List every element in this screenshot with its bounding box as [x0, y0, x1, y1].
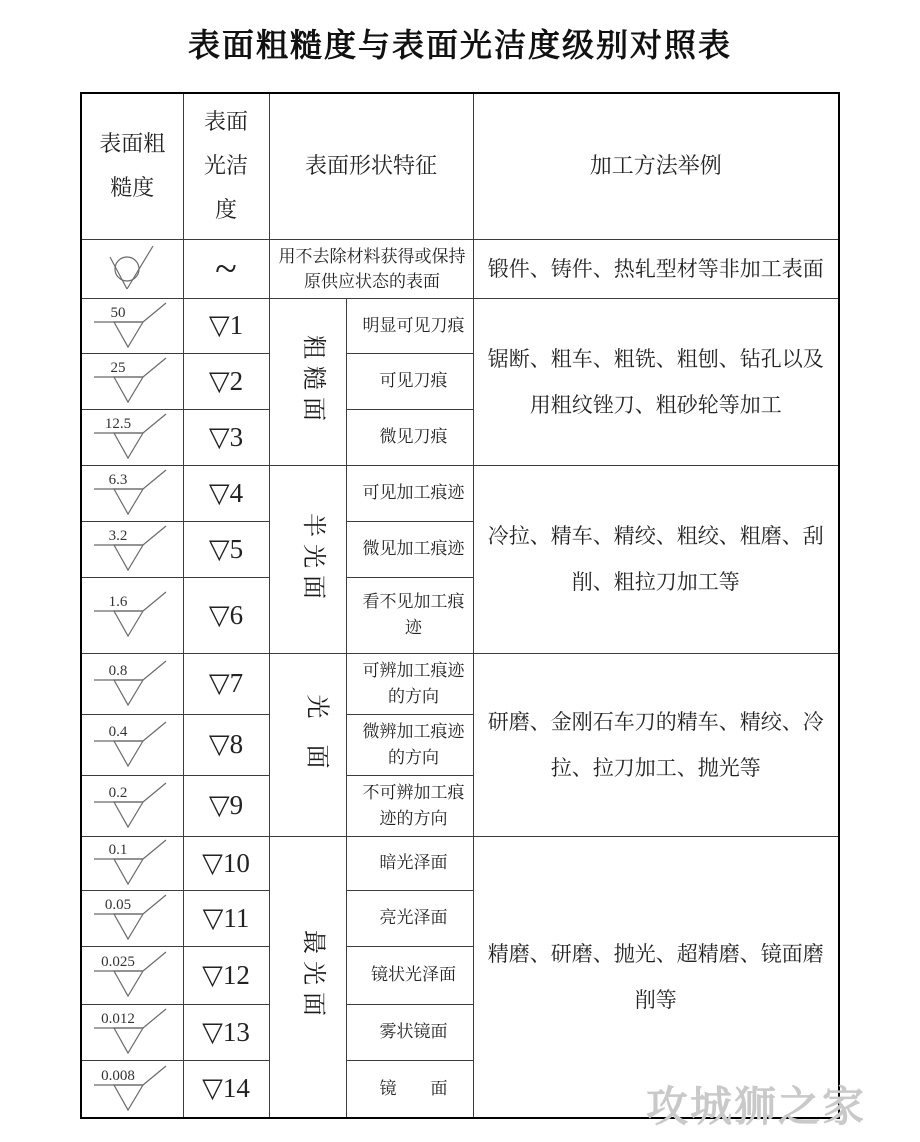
roughness-symbol-icon — [86, 467, 178, 519]
roughness-symbol-cell — [81, 890, 183, 946]
category-cell — [269, 465, 346, 653]
roughness-symbol-cell — [81, 653, 183, 714]
grade-cell: ▽8 — [183, 714, 269, 775]
roughness-symbol-icon — [86, 837, 178, 889]
method-cell: 锻件、铸件、热轧型材等非加工表面 — [473, 239, 839, 298]
roughness-symbol-icon — [86, 949, 178, 1001]
table-header-row — [81, 93, 839, 239]
grade-cell: ▽11 — [183, 890, 269, 946]
svg-text:25: 25 — [110, 360, 126, 376]
grade-cell: ▽9 — [183, 775, 269, 836]
grade-cell: ▽14 — [183, 1060, 269, 1118]
watermark: 攻城狮之家 — [646, 1083, 867, 1130]
roughness-symbol-cell — [81, 1004, 183, 1060]
header-methods — [473, 93, 839, 239]
feature-cell: 可见刀痕 — [346, 353, 473, 409]
roughness-symbol-cell — [81, 409, 183, 465]
svg-text:1.6: 1.6 — [108, 594, 128, 610]
grade-cell: ▽13 — [183, 1004, 269, 1060]
roughness-symbol-icon — [86, 892, 178, 944]
feature-cell: 可见加工痕迹 — [346, 465, 473, 521]
roughness-symbol-icon — [86, 719, 178, 771]
roughness-symbol-cell — [81, 836, 183, 890]
feature-cell: 看不见加工痕迹 — [346, 577, 473, 653]
header-roughness — [81, 93, 183, 239]
grade-cell: ▽5 — [183, 521, 269, 577]
category-label: 半光面 — [299, 512, 326, 606]
category-cell — [269, 836, 346, 1118]
table-row — [81, 465, 839, 521]
page-title: 表面粗糙度与表面光洁度级别对照表 — [187, 27, 732, 63]
roughness-symbol-icon — [86, 1006, 178, 1058]
roughness-symbol-cell — [81, 1060, 183, 1118]
feature-cell: 用不去除材料获得或保持原供应状态的表面 — [269, 239, 473, 298]
svg-text:6.3: 6.3 — [108, 472, 128, 488]
header-finish-label: 表面光洁度 — [203, 109, 248, 223]
roughness-symbol-icon — [86, 589, 178, 641]
header-roughness-label: 表面粗糙度 — [99, 131, 166, 201]
method-cell: 精磨、研磨、抛光、超精磨、镜面磨削等 — [473, 836, 839, 1118]
feature-cell: 可辨加工痕迹的方向 — [346, 653, 473, 714]
grade-cell: ▽4 — [183, 465, 269, 521]
header-finish — [183, 93, 269, 239]
roughness-symbol-icon — [86, 780, 178, 832]
feature-cell: 微见加工痕迹 — [346, 521, 473, 577]
header-methods-label: 加工方法举例 — [589, 153, 722, 179]
svg-text:0.1: 0.1 — [108, 842, 128, 858]
svg-text:0.008: 0.008 — [101, 1067, 136, 1084]
method-cell: 冷拉、精车、精绞、粗绞、粗磨、刮削、粗拉刀加工等 — [473, 465, 839, 653]
roughness-symbol-cell — [81, 298, 183, 353]
svg-text:0.012: 0.012 — [101, 1011, 136, 1027]
category-cell — [269, 298, 346, 465]
svg-text:3.2: 3.2 — [108, 528, 128, 544]
svg-text:0.4: 0.4 — [108, 723, 128, 740]
feature-cell: 明显可见刀痕 — [346, 298, 473, 353]
feature-cell: 暗光泽面 — [346, 836, 473, 890]
roughness-symbol-cell — [81, 577, 183, 653]
roughness-symbol-icon — [86, 411, 178, 463]
table-row — [81, 836, 839, 890]
method-cell: 锯断、粗车、粗铣、粗刨、钻孔以及用粗纹锉刀、粗砂轮等加工 — [473, 298, 839, 465]
roughness-symbol-icon — [86, 1063, 178, 1115]
feature-cell: 镜状光泽面 — [346, 946, 473, 1004]
category-label: 光面 — [303, 694, 329, 795]
grade-cell: ▽7 — [183, 653, 269, 714]
category-label: 最光面 — [299, 930, 326, 1024]
grade-cell: ~ — [183, 239, 269, 298]
svg-text:12.5: 12.5 — [105, 416, 132, 432]
roughness-symbol-icon — [86, 300, 178, 352]
roughness-symbol-cell — [81, 353, 183, 409]
table-row — [81, 653, 839, 714]
roughness-symbol-cell — [81, 946, 183, 1004]
no-removal-symbol-icon — [86, 243, 178, 295]
grade-cell: ▽1 — [183, 298, 269, 353]
feature-cell: 雾状镜面 — [346, 1004, 473, 1060]
feature-cell: 微辨加工痕迹的方向 — [346, 714, 473, 775]
roughness-symbol-cell — [81, 521, 183, 577]
svg-text:50: 50 — [110, 304, 126, 321]
category-label: 粗糙面 — [299, 335, 326, 428]
roughness-comparison-table — [80, 92, 840, 1119]
grade-cell: ▽3 — [183, 409, 269, 465]
table-row — [81, 239, 839, 298]
header-feature — [269, 93, 473, 239]
roughness-symbol-cell — [81, 714, 183, 775]
roughness-symbol-cell — [81, 775, 183, 836]
roughness-symbol-icon — [86, 523, 178, 575]
feature-cell: 亮光泽面 — [346, 890, 473, 946]
roughness-symbol-icon — [86, 355, 178, 407]
method-cell: 研磨、金刚石车刀的精车、精绞、冷拉、拉刀加工、抛光等 — [473, 653, 839, 836]
roughness-symbol-icon — [86, 658, 178, 710]
feature-cell: 不可辨加工痕迹的方向 — [346, 775, 473, 836]
svg-text:0.025: 0.025 — [101, 954, 136, 970]
grade-cell: ▽6 — [183, 577, 269, 653]
svg-text:0.05: 0.05 — [105, 897, 132, 913]
grade-cell: ▽12 — [183, 946, 269, 1004]
grade-cell: ▽10 — [183, 836, 269, 890]
feature-cell: 镜 面 — [346, 1060, 473, 1118]
roughness-symbol-cell — [81, 239, 183, 298]
table-row — [81, 298, 839, 353]
roughness-symbol-cell — [81, 465, 183, 521]
grade-cell: ▽2 — [183, 353, 269, 409]
svg-text:0.8: 0.8 — [108, 662, 128, 679]
category-cell — [269, 653, 346, 836]
feature-cell: 微见刀痕 — [346, 409, 473, 465]
svg-text:0.2: 0.2 — [108, 784, 128, 801]
header-feature-label: 表面形状特征 — [305, 153, 438, 179]
